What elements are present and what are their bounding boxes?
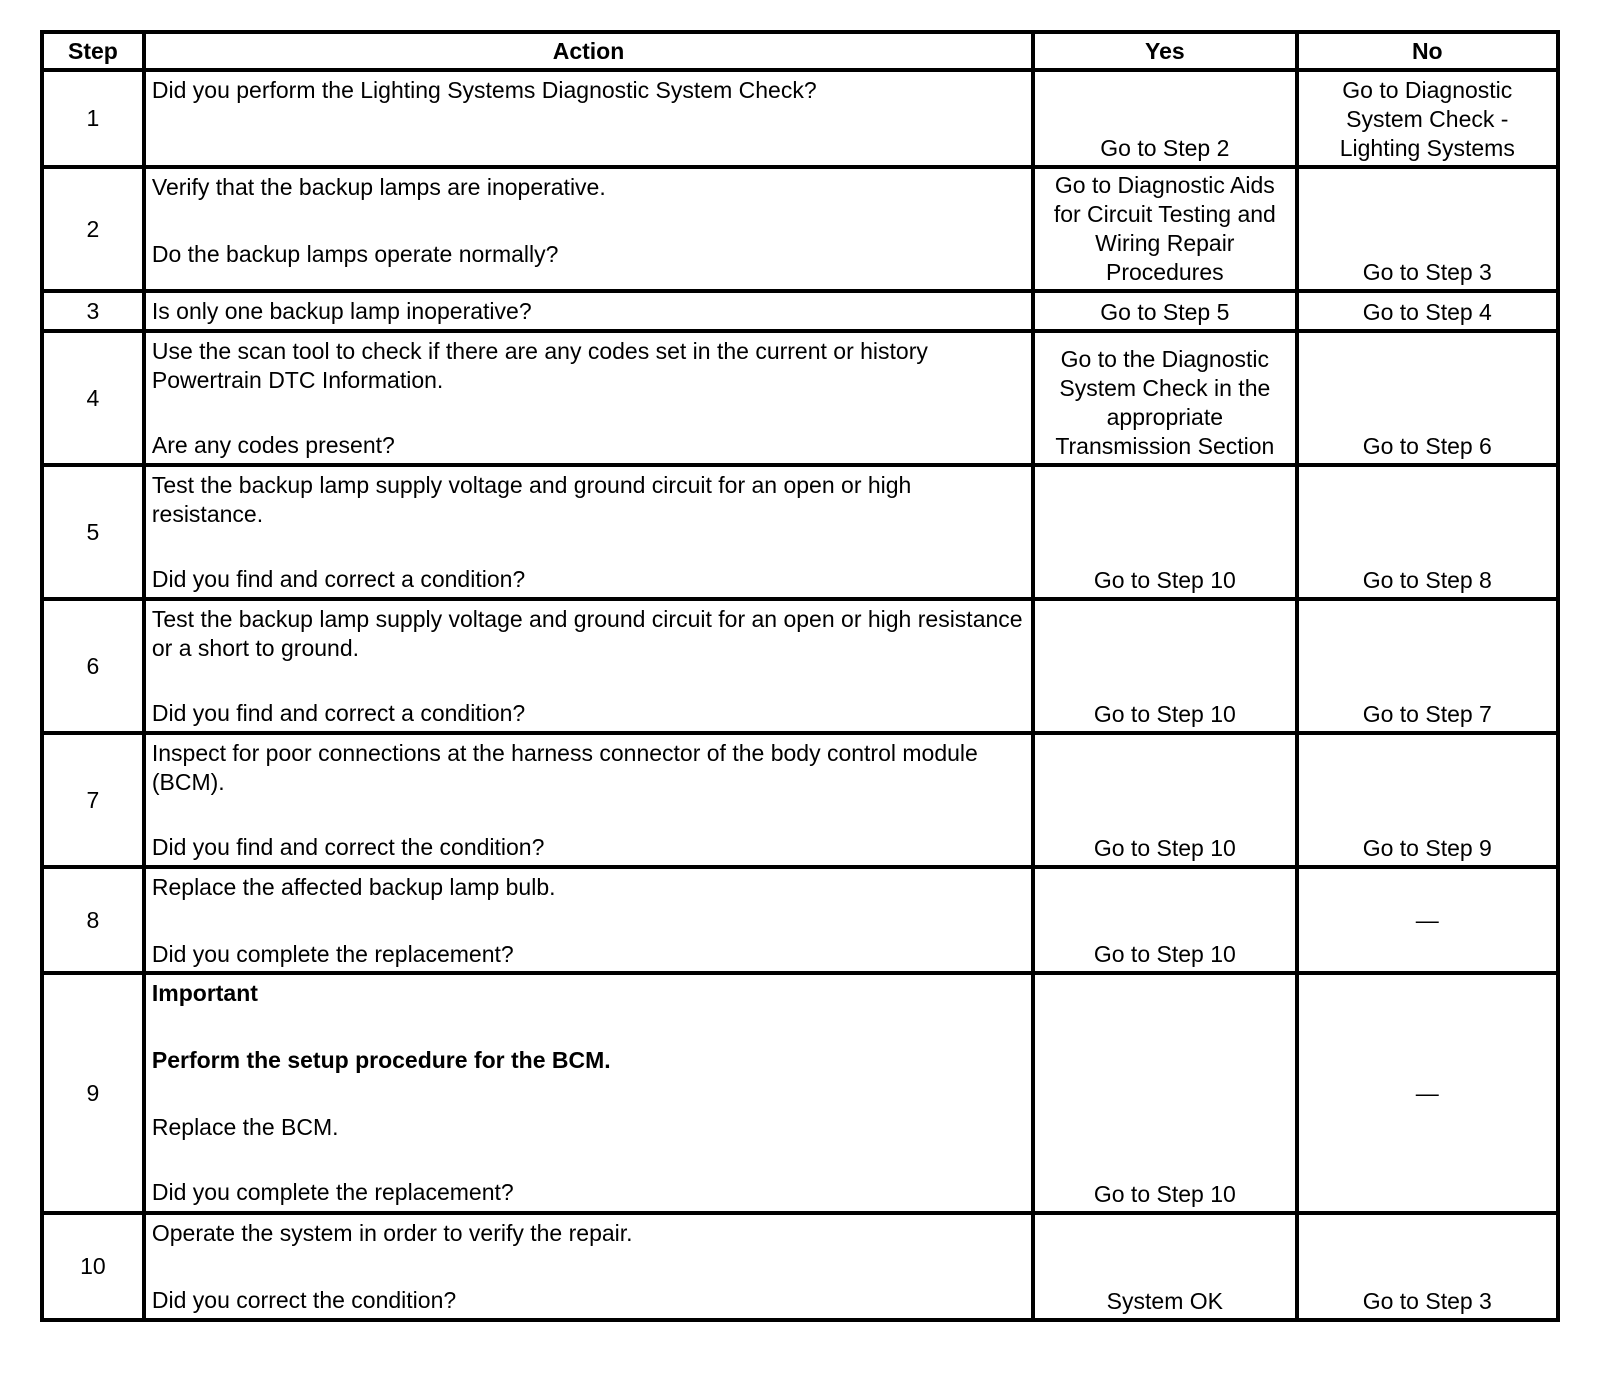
header-no: No [1297, 32, 1558, 70]
action-question: Did you find and correct a condition? [151, 566, 526, 592]
action-cell [144, 465, 1033, 599]
action-text: Did you perform the Lighting Systems Diagnostic System Check? [151, 77, 817, 103]
table-row [42, 733, 1558, 867]
header-row [42, 32, 1558, 70]
action-text: Verify that the backup lamps are inoperative. [151, 174, 606, 200]
yes-cell: Go to Step 5 [1033, 291, 1296, 331]
action-question: Is only one backup lamp inoperative? [151, 298, 532, 324]
header-step: Step [42, 32, 144, 70]
table-row [42, 599, 1558, 733]
table-row [42, 1213, 1558, 1320]
action-cell [144, 867, 1033, 973]
action-question: Did you find and correct the condition? [151, 834, 545, 860]
action-question: Did you find and correct a condition? [151, 700, 526, 726]
action-cell [144, 167, 1033, 291]
action-question: Did you correct the condition? [151, 1287, 457, 1313]
action-question: Did you complete the replacement? [151, 941, 514, 967]
action-question: Do the backup lamps operate normally? [151, 241, 559, 267]
action-text: Inspect for poor connections at the harness connector of the body control module (BCM). [151, 740, 978, 795]
no-cell: — [1297, 973, 1558, 1213]
no-cell: Go to Step 9 [1297, 733, 1558, 867]
step-number: 9 [42, 973, 144, 1213]
action-cell [144, 973, 1033, 1213]
action-cell [144, 291, 1033, 331]
action-text: Replace the affected backup lamp bulb. [151, 874, 556, 900]
step-number: 2 [42, 167, 144, 291]
step-number: 3 [42, 291, 144, 331]
action-text: Operate the system in order to verify the repair. [151, 1220, 633, 1246]
step-number: 4 [42, 331, 144, 465]
yes-cell: Go to Step 10 [1033, 973, 1296, 1213]
step-number: 7 [42, 733, 144, 867]
table-row [42, 291, 1558, 331]
table-row [42, 167, 1558, 291]
yes-cell: Go to Step 10 [1033, 465, 1296, 599]
no-cell: Go to Step 3 [1297, 1213, 1558, 1320]
no-cell: Go to Step 7 [1297, 599, 1558, 733]
yes-cell: System OK [1033, 1213, 1296, 1320]
action-cell [144, 599, 1033, 733]
header-action: Action [144, 32, 1033, 70]
step-number: 10 [42, 1213, 144, 1320]
no-cell: Go to Step 4 [1297, 291, 1558, 331]
no-cell: Go to Diagnostic System Check - Lighting Systems [1297, 70, 1558, 167]
no-cell: Go to Step 6 [1297, 331, 1558, 465]
header-yes: Yes [1033, 32, 1296, 70]
diagnostic-table [40, 30, 1560, 1322]
action-question: Did you complete the replacement? [151, 1179, 514, 1205]
action-text: Test the backup lamp supply voltage and ground circuit for an open or high resistance. [151, 472, 912, 527]
action-text: Replace the BCM. [151, 1114, 339, 1140]
table-row [42, 973, 1558, 1213]
no-cell: Go to Step 3 [1297, 167, 1558, 291]
no-cell: — [1297, 867, 1558, 973]
action-question: Are any codes present? [151, 432, 395, 458]
yes-cell: Go to the Diagnostic System Check in the appropriate Transmission Section [1033, 331, 1296, 465]
yes-cell: Go to Diagnostic Aids for Circuit Testing and Wiring Repair Procedures [1033, 167, 1296, 291]
step-number: 8 [42, 867, 144, 973]
step-number: 5 [42, 465, 144, 599]
action-cell [144, 733, 1033, 867]
step-number: 1 [42, 70, 144, 167]
step-number: 6 [42, 599, 144, 733]
table-row [42, 465, 1558, 599]
action-text: Use the scan tool to check if there are any codes set in the current or history Powertrain DTC Information. [151, 338, 928, 393]
action-cell [144, 331, 1033, 465]
important-label: Important [151, 980, 258, 1006]
yes-cell: Go to Step 2 [1033, 70, 1296, 167]
table-row [42, 867, 1558, 973]
no-cell: Go to Step 8 [1297, 465, 1558, 599]
action-text: Test the backup lamp supply voltage and ground circuit for an open or high resistance or a short to ground. [151, 606, 1023, 661]
yes-cell: Go to Step 10 [1033, 599, 1296, 733]
table-row [42, 70, 1558, 167]
important-note: Perform the setup procedure for the BCM. [151, 1047, 611, 1073]
action-cell [144, 1213, 1033, 1320]
yes-cell: Go to Step 10 [1033, 867, 1296, 973]
action-cell [144, 70, 1033, 167]
yes-cell: Go to Step 10 [1033, 733, 1296, 867]
table-row [42, 331, 1558, 465]
